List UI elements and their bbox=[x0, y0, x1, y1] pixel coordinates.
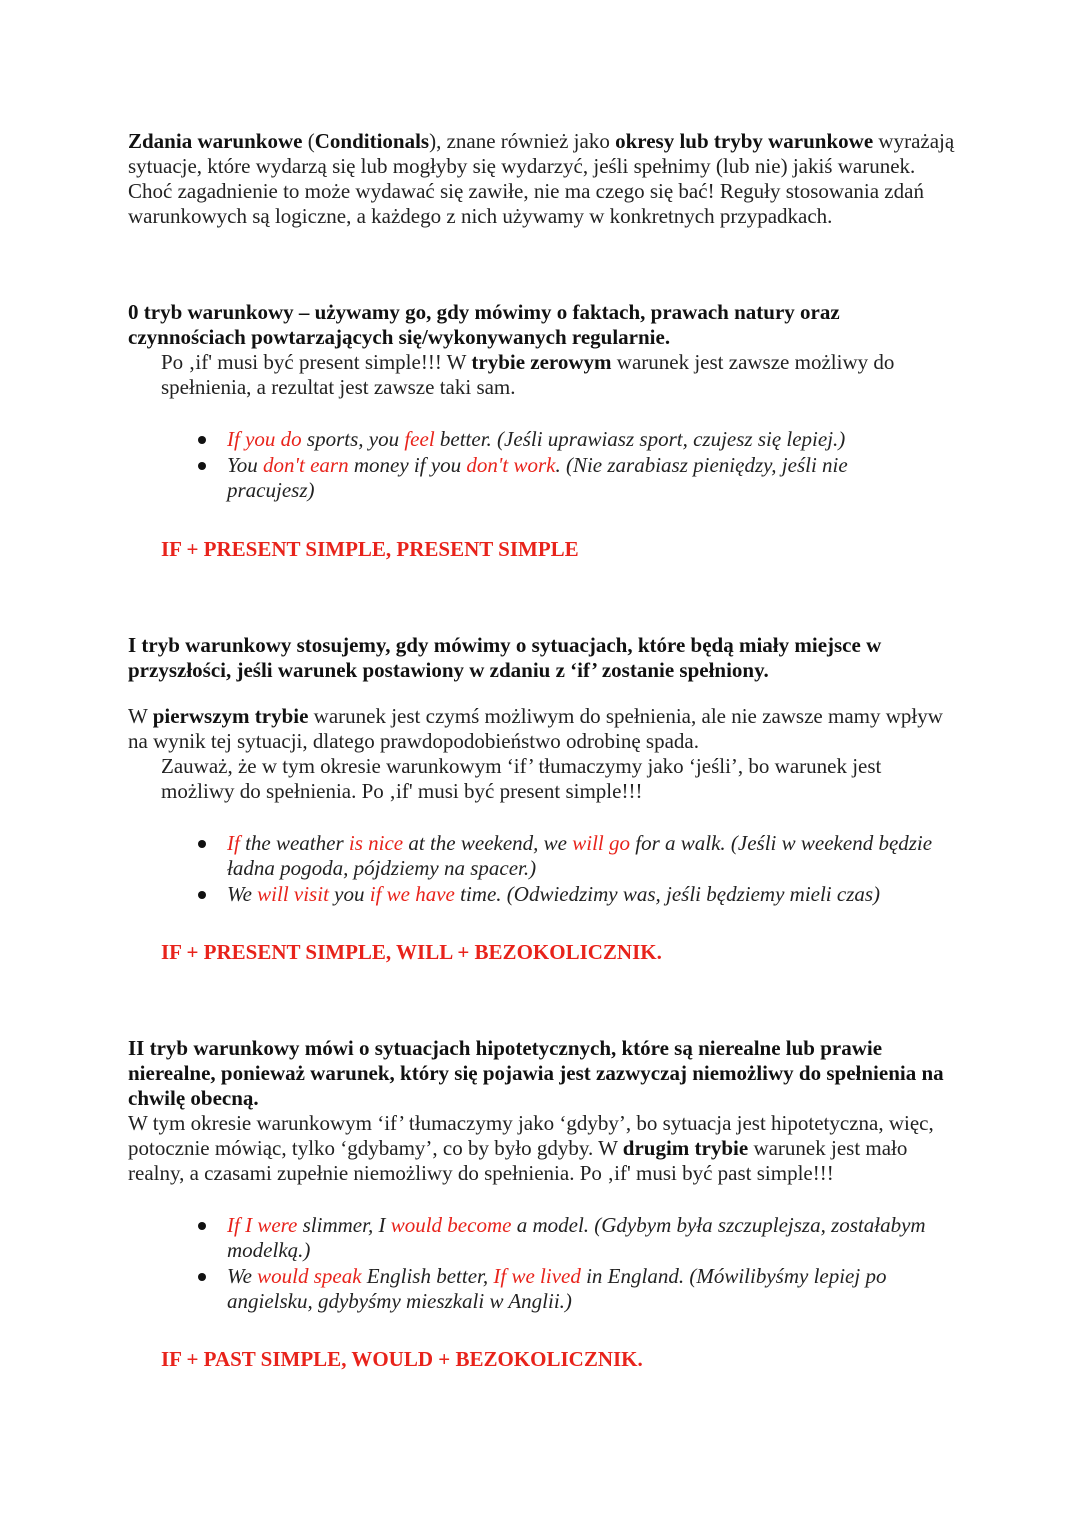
second-explanation: W tym okresie warunkowym ‘if’ tłumaczymy jako ‘gdyby’, bo sytuacja jest hipotetyczna, więc, potocznie mówiąc, tylko ‘gdybamy’, co by było gdyby. W drugim trybie warunek jest mało realny, a czasami zupełnie niemożliwy do spełnienia. Po ‚if' musi być past simple!!! bbox=[128, 1111, 934, 1185]
first-explanation: W pierwszym trybie warunek jest czymś możliwym do spełnienia, ale nie zawsze mamy wpływ na wynik tej sytuacji, dlatego prawdopodobieństwo odrobinę spada. bbox=[128, 704, 943, 753]
bullet-icon bbox=[198, 840, 206, 848]
bullet-icon bbox=[198, 436, 206, 444]
first-examples bbox=[195, 831, 935, 908]
second-heading: II tryb warunkowy mówi o sytuacjach hipotetycznych, które są nierealne lub prawie nierealne, ponieważ warunek, który się pojawia jest zazwyczaj niemożliwy do spełnienia na chwilę obecną. bbox=[128, 1036, 944, 1110]
second-examples bbox=[195, 1213, 935, 1315]
list-item: We will visit you if we have time. (Odwiedzimy was, jeśli będziemy mieli czas) bbox=[195, 882, 935, 907]
term-zdania-warunkowe: Zdania warunkowe bbox=[128, 129, 303, 153]
first-note: Zauważ, że w tym okresie warunkowym ‘if’ tłumaczymy jako ‘jeśli’, bo warunek jest możliwy do spełnienia. Po ‚if' musi być present simple!!! bbox=[161, 754, 882, 803]
term-okresy: okresy lub tryby warunkowe bbox=[615, 129, 874, 153]
bullet-icon bbox=[198, 891, 206, 899]
zero-heading: 0 tryb warunkowy – używamy go, gdy mówimy o faktach, prawach natury oraz czynnościach powtarzających się/wykonywanych regularnie. bbox=[128, 300, 840, 349]
list-item: You don't earn money if you don't work. (Nie zarabiasz pieniędzy, jeśli nie pracujesz) bbox=[195, 453, 935, 503]
zero-explanation: Po ‚if' musi być present simple!!! W trybie zerowym warunek jest zawsze możliwy do spełnienia, a rezultat jest zawsze taki sam. bbox=[161, 350, 895, 399]
list-item: If you do sports, you feel better. (Jeśli uprawiasz sport, czujesz się lepiej.) bbox=[195, 427, 935, 452]
zero-examples bbox=[195, 427, 935, 504]
bullet-icon bbox=[198, 462, 206, 470]
term-conditionals: Conditionals bbox=[314, 129, 430, 153]
list-item: If the weather is nice at the weekend, we will go for a walk. (Jeśli w weekend będzie ładna pogoda, pójdziemy na spacer.) bbox=[195, 831, 935, 881]
list-item: If I were slimmer, I would become a model. (Gdybym była szczuplejsza, zostałabym modelką.) bbox=[195, 1213, 935, 1263]
second-formula: IF + PAST SIMPLE, WOULD + BEZOKOLICZNIK. bbox=[161, 1347, 643, 1371]
bullet-icon bbox=[198, 1273, 206, 1281]
intro-paragraph: Zdania warunkowe (Conditionals), znane również jako okresy lub tryby warunkowe wyrażają sytuacje, które wydarzą się lub mogłyby się wydarzyć, jeśli spełnimy (lub nie) jakiś warunek. Choć zagadnienie to może wydawać się zawiłe, nie ma czego się bać! Reguły stosowania zdań warunkowych są logiczne, a każdego z nich używamy w konkretnych przypadkach. bbox=[128, 129, 955, 228]
list-item: We would speak English better, If we lived in England. (Mówilibyśmy lepiej po angielsku, gdybyśmy mieszkali w Anglii.) bbox=[195, 1264, 935, 1314]
bullet-icon bbox=[198, 1222, 206, 1230]
zero-formula: IF + PRESENT SIMPLE, PRESENT SIMPLE bbox=[161, 537, 579, 561]
first-formula: IF + PRESENT SIMPLE, WILL + BEZOKOLICZNIK. bbox=[161, 940, 662, 964]
first-heading: I tryb warunkowy stosujemy, gdy mówimy o sytuacjach, które będą miały miejsce w przyszłości, jeśli warunek postawiony w zdaniu z ‘if’ zostanie spełniony. bbox=[128, 633, 882, 682]
